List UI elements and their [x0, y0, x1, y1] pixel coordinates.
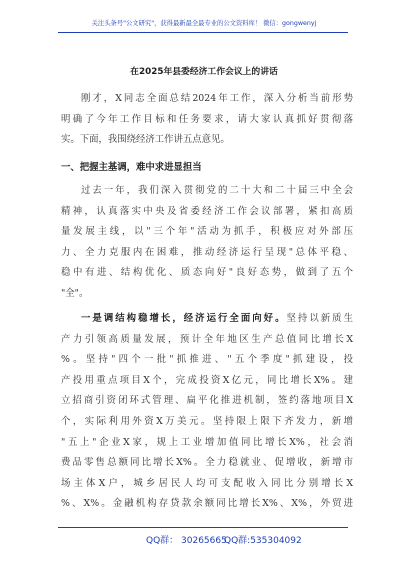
text-line: 立招商引资闭环式管理、扁平化推进机制，签约落地项目X [61, 395, 353, 407]
header-banner: 关注头条号"公文研究"，获得最新最全最专业的公文资料库！ 微信：gongwenyj [91, 20, 317, 27]
text-line: 产投用重点项目X个，完成投资X亿元，同比增长X%。建 [61, 374, 353, 386]
header-divider [58, 32, 348, 33]
text-line: 精神，认真落实中央及省委经济工作会议部署，紧扣高质 [61, 205, 353, 217]
text-line: 场主体X户，城乡居民人均可支配收入同比分别增长X [61, 477, 353, 489]
text-line: 明确了今年工作目标和任务要求，请大家认真抓好贯彻落 [61, 113, 353, 125]
para2-lead: 一是调结构稳增长，经济运行全面向好。 [81, 313, 287, 324]
text-line: %。坚持"四个一批"抓推进、"五个季度"抓建设，投 [61, 354, 353, 366]
footer-qq-group-1: QQ群： 30265665 [146, 536, 227, 546]
para2-paragraph [61, 309, 353, 515]
footer-divider [58, 527, 348, 528]
intro-paragraph [61, 89, 353, 151]
text-line: 稳中有进、结构优化、质态向好"良好态势，做到了五个 [61, 267, 353, 279]
section1-paragraph [61, 181, 353, 305]
para2-first-rest: 坚持以新质生 [286, 313, 353, 324]
text-line: 量发展主线，以"三个年"活动为抓手，积极应对外部压 [61, 226, 353, 238]
text-line: "五上"企业X家，规上工业增加值同比增长X%，社会消 [61, 436, 353, 448]
text-line [61, 309, 353, 330]
text-line: 产力引领高质量发展，预计全年地区生产总值同比增长X [61, 333, 353, 345]
footer-qq-group-2: QQ群:535304092 [224, 536, 302, 546]
text-line: "全"。 [61, 287, 89, 299]
section-heading: 一、把握主基调，难中求进显担当 [61, 162, 202, 173]
text-line: 个，实际利用外资X万美元。坚持限上限下齐发力，新增 [61, 415, 353, 427]
text-line: 力、全力克服内在困难，推动经济运行呈现"总体平稳、 [61, 246, 353, 258]
document-title: 在2025年县委经济工作会议上的讲话 [130, 67, 278, 77]
text-line: 实。下面，我围绕经济工作讲五点意见。 [61, 134, 230, 146]
text-line: 刚才，X同志全面总结2024年工作，深入分析当前形势 [81, 93, 353, 104]
text-line: 费品零售总额同比增长X%。全力稳就业、促增收，新增市 [61, 457, 353, 469]
text-line: 过去一年，我们深入贯彻党的二十大和二十届三中全会 [81, 185, 353, 196]
text-line: %、X%。金融机构存贷款余额同比增长X%、X%，外贸进 [61, 498, 353, 510]
